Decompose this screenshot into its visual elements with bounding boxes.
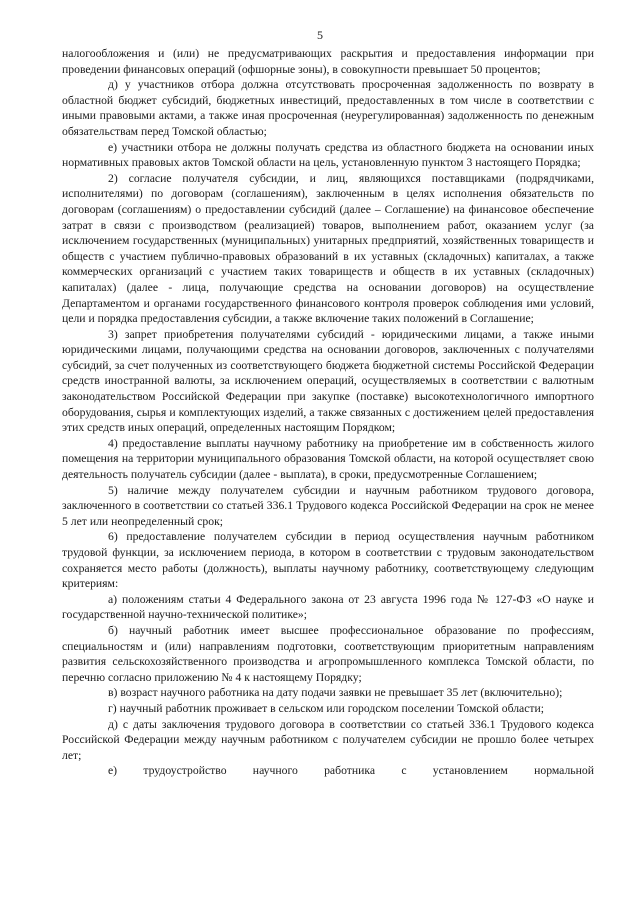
paragraph-continuation: налогообложения и (или) не предусматривающих раскрытия и предоставления информации при проведении финансовых операций (офшорные зоны), в совокупности превышает 50 процентов;: [62, 47, 594, 76]
paragraph-criterion-d: д) с даты заключения трудового договора в соответствии со статьей 336.1 Трудового кодекса Российской Федерации между научным работником с получателем субсидии не прошло более четырех лет;: [62, 717, 594, 762]
paragraph-criterion-v: в) возраст научного работника на дату подачи заявки не превышает 35 лет (включительно);: [108, 686, 563, 700]
paragraph-item-4-payment: 4) предоставление выплаты научному работнику на приобретение им в собственность жилого помещения на территории муниципального образования Томской области, на которой осуществляет свою деятельность получатель субсидии (далее - выплата), в сроки, предусмотренные Соглашением;: [62, 436, 594, 482]
paragraph-item-e-funding: е) участники отбора не должны получать средства из областного бюджета на основании иных нормативных правовых актов Томской области на цель, установленную пунктом 3 настоящего Порядка;: [62, 140, 594, 170]
document-body: [62, 46, 594, 779]
paragraph-criterion-a: а) положениям статьи 4 Федерального закона от 23 августа 1996 года № 127-ФЗ «О науке и государственной научно-технической политике»;: [62, 592, 594, 622]
paragraph-item-6-criteria: 6) предоставление получателем субсидии в период осуществления научным работником трудовой функции, за исключением периода, в котором в соответствии с трудовым законодательством сохраняется место работы (должность), выплаты научному работнику, соответствующему следующим критериям:: [62, 530, 594, 591]
paragraph-criterion-g: г) научный работник проживает в сельском или городском поселении Томской области;: [108, 701, 545, 715]
page-number: 5: [317, 28, 323, 42]
paragraph-item-3-prohibition: 3) запрет приобретения получателями субсидий - юридическими лицами, а также иными юридическими лицами, получающими средства на основании договоров, заключенных с получателями субсидий, за счет полученных из соответствующего бюджета бюджетной системы Российской Федерации средств иностранной валюты, за исключением операций, осуществляемых в соответствии с валютным законодательством Российской Федерации при закупке (поставке) высокотехнологичного импортного оборудования, сырья и комплектующих изделий, а также связанных с достижением целей предоставления этих средств иных операций, определенных настоящим Порядком;: [62, 327, 594, 435]
paragraph-item-d-debt: д) у участников отбора должна отсутствовать просроченная задолженность по возврату в областной бюджет субсидий, бюджетных инвестиций, предоставленных в том числе в соответствии с иными правовыми актами, а также иная просроченная (неурегулированная) задолженность по денежным обязательствам перед Томской областью;: [62, 78, 594, 138]
paragraph-criterion-e: е) трудоустройство научного работника с установлением нормальной: [108, 764, 594, 778]
paragraph-criterion-b: б) научный работник имеет высшее профессиональное образование по профессиям, специальностям и (или) направлениям подготовки, соответствующим приоритетным направлениям развития сельскохозяйственного производства и агропромышленного комплекса Томской области, по перечню согласно приложению № 4 к настоящему Порядку;: [62, 623, 594, 684]
paragraph-item-2-consent: 2) согласие получателя субсидии, и лиц, являющихся поставщиками (подрядчиками, исполнителями) по договорам (соглашениям), заключенным в целях исполнения обязательств по договорам (соглашениям) о предоставлении субсидий (далее – Соглашение) на финансовое обеспечение затрат в связи с производством (реализацией) товаров, выполнением работ, оказанием услуг (за исключением государственных (муниципальных) унитарных предприятий, хозяйственных товариществ и обществ с участием публично-правовых образований в их уставных (складочных) капиталах, а также коммерческих организаций с участием таких товариществ и обществ в их уставных (складочных) капиталах) (далее - лица, получающие средства на основании договоров) на осуществление Департаментом и органами государственного финансового контроля проверок соблюдения ими условий, цели и порядка предоставления субсидии, а также включение таких положений в Соглашение;: [62, 171, 594, 326]
paragraph-item-5-contract: 5) наличие между получателем субсидии и научным работником трудового договора, заключенного в соответствии со статьей 336.1 Трудового кодекса Российской Федерации на срок не менее 5 лет или неопределенный срок;: [62, 483, 594, 528]
